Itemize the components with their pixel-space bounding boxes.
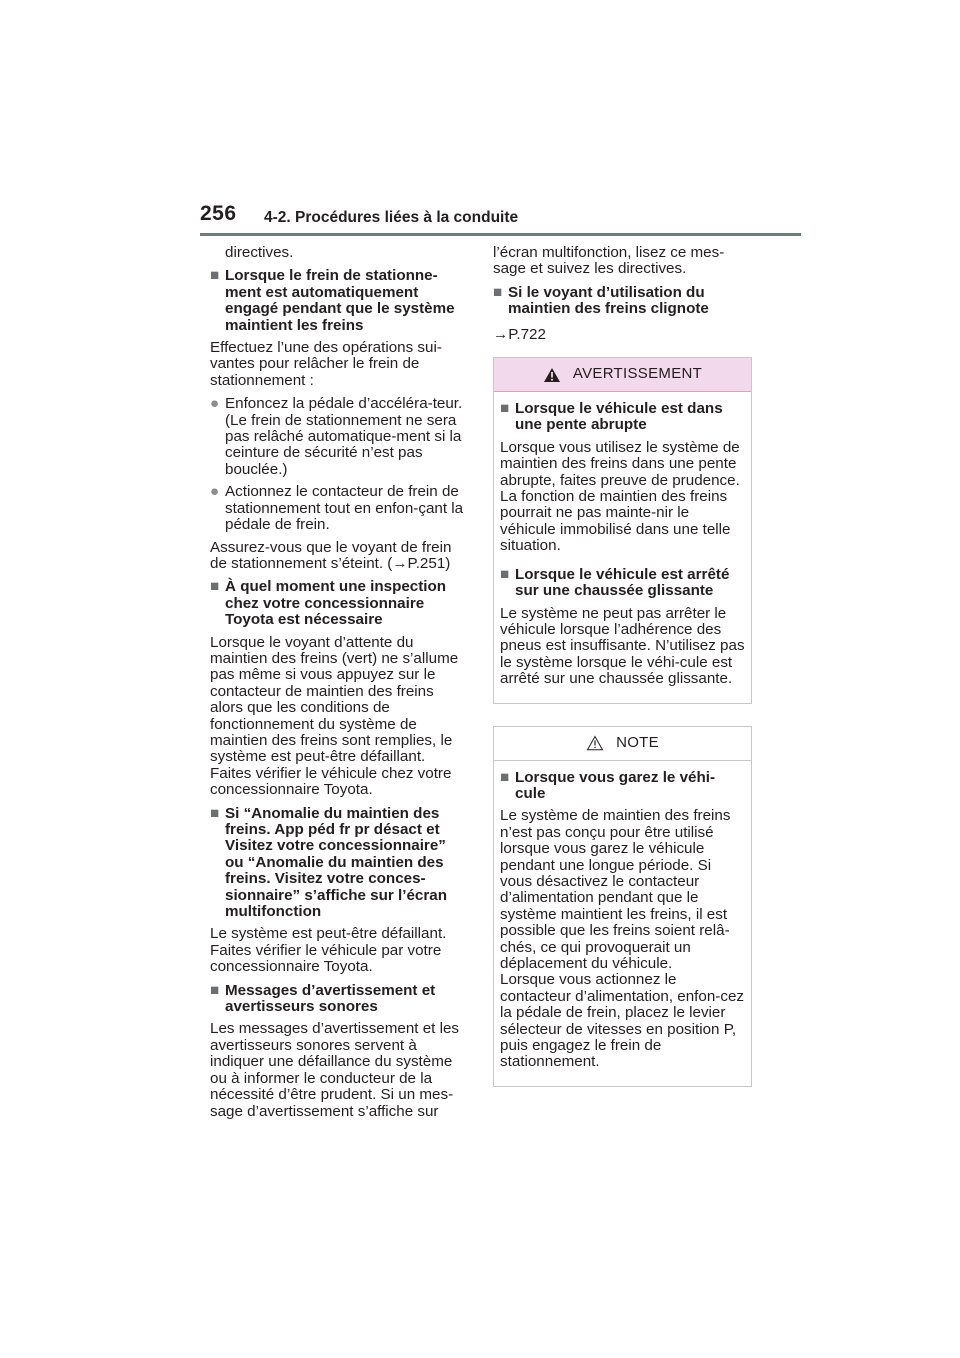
caution-triangle-outline-icon	[586, 735, 604, 751]
dot-bullet-icon: ●	[210, 395, 220, 413]
square-bullet-icon: ■	[493, 283, 503, 301]
paragraph: Lorsque vous utilisez le système de maintien des freins dans une pente abrupte, faites preuve de prudence. La fonction de maintien des freins pourrait ne pas mainte-nir le véhicule immobilisé dans une telle situation.	[500, 438, 740, 555]
paragraph: Lorsque le voyant d’attente du maintien des freins (vert) ne s’allume pas même si vous appuyez sur le contacteur de maintien des freins alors que les conditions de fonctionnement du système de maintien des freins sont remplies, le système est peut-être défaillant. Faites vérifier le véhicule chez votre concessionnaire Toyota.	[210, 633, 459, 799]
square-bullet-icon: ■	[210, 804, 220, 822]
square-bullet-icon: ■	[500, 768, 510, 786]
heading-warning-messages: ■ Messages d’avertissement et avertisseurs sonores	[210, 981, 436, 1016]
heading-indicator-flashing: ■ Si le voyant d’utilisation du maintien des freins clignote	[493, 283, 709, 318]
paragraph: Effectuez l’une des opérations sui-vantes pour relâcher le frein de stationnement :	[210, 339, 442, 389]
continued-text: directives.	[225, 244, 294, 261]
note-box	[493, 726, 752, 1087]
square-bullet-icon: ■	[500, 400, 510, 418]
list-item: ● Actionnez le contacteur de frein de stationnement tout en enfon-çant la pédale de frein.	[210, 483, 464, 534]
warning-box	[493, 357, 752, 704]
paragraph: Le système ne peut pas arrêter le véhicule lorsque l’adhérence des pneus est insuffisante. N’utilisez pas le système lorsque le véhi-cule est arrêté sur une chaussée glissante.	[500, 604, 745, 688]
page-number: 256	[200, 202, 237, 225]
warning-box-header	[494, 358, 751, 391]
page-reference: →P.722	[493, 325, 546, 343]
right-column	[493, 245, 753, 1087]
paragraph: Le système de maintien des freins n’est pas conçu pour être utilisé lorsque vous garez le véhicule pendant une longue période. Si vous désactivez le contacteur d’alimentation pendant que le système maintient les freins, il est possible que les freins soient relâ-chés, ce qui provoquerait un déplacement du véhicule.	[500, 807, 731, 972]
dot-bullet-icon: ●	[210, 483, 220, 501]
left-column	[210, 245, 468, 1127]
note-box-header	[494, 727, 751, 760]
warning-box-body	[494, 391, 751, 703]
paragraph: Assurez-vous que le voyant de frein de stationnement s’éteint. (→P.251)	[210, 538, 452, 572]
note-box-body	[494, 760, 751, 1086]
heading-slippery-road: ■ Lorsque le véhicule est arrêté sur une chaussée glissante	[500, 565, 730, 600]
heading-steep-slope: ■ Lorsque le véhicule est dans une pente abrupte	[500, 400, 723, 434]
square-bullet-icon: ■	[500, 565, 510, 583]
warning-title: AVERTISSEMENT	[572, 365, 703, 383]
paragraph: Le système est peut-être défaillant. Faites vérifier le véhicule par votre concessionnaire Toyota.	[210, 925, 447, 976]
list-item: ● Enfoncez la pédale d’accéléra-teur. (Le frein de stationnement ne sera pas relâché automatique-ment si la ceinture de sécurité n’est pas bouclée.)	[210, 395, 463, 478]
square-bullet-icon: ■	[210, 267, 220, 285]
square-bullet-icon: ■	[210, 578, 220, 596]
heading-inspection: ■ À quel moment une inspection chez votre concessionnaire Toyota est nécessaire	[210, 578, 447, 629]
section-title: 4-2. Procédures liées à la conduite	[264, 209, 519, 226]
square-bullet-icon: ■	[210, 981, 220, 999]
warning-triangle-icon	[543, 367, 561, 383]
heading-malfunction-message: ■ Si “Anomalie du maintien des freins. App péd fr pr désact et Visitez votre concessionnaire” ou “Anomalie du maintien des freins. Visitez votre conces-sionnaire” s’affiche sur l’écran multifonction	[210, 804, 447, 921]
paragraph: l’écran multifonction, lisez ce mes-sage et suivez les directives.	[493, 244, 725, 278]
note-title: NOTE	[616, 733, 659, 751]
paragraph: Les messages d’avertissement et les avertisseurs sonores servent à indiquer une défaillance du système ou à informer le conducteur de la nécessité d’être prudent. Si un mes-sage d’avertissement s’affiche sur	[210, 1020, 460, 1120]
header-rule	[200, 233, 801, 236]
heading-parking-vehicle: ■ Lorsque vous garez le véhi-cule	[500, 768, 716, 802]
heading-parking-brake: ■ Lorsque le frein de stationne-ment est automatiquement engagé pendant que le système maintient les freins	[210, 267, 455, 334]
paragraph: Lorsque vous actionnez le contacteur d’alimentation, enfon-cez la pédale de frein, placez le levier sélecteur de vitesses en position P, puis engagez le frein de stationnement.	[500, 971, 744, 1071]
